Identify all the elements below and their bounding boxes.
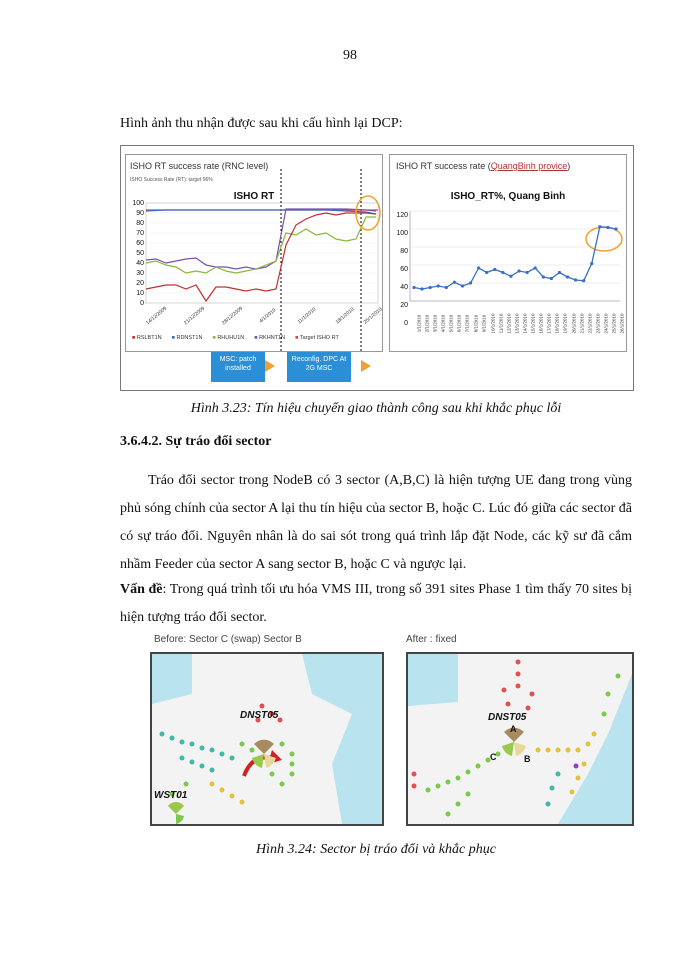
qb-x-tick-label: 13/1/2010 [514, 313, 520, 334]
qb-data-point [445, 286, 448, 289]
sector-c-label: C [490, 752, 497, 762]
qb-data-point [534, 266, 537, 269]
qb-data-point [526, 271, 529, 274]
qb-x-tick-label: 20/1/2010 [571, 313, 577, 334]
qb-x-tick-label: 23/1/2010 [595, 313, 601, 334]
qb-x-tick-label: 3/1/2010 [432, 314, 438, 333]
qb-data-point [501, 271, 504, 274]
qb-x-tick-label: 4/1/2010 [440, 314, 446, 333]
qb-data-point [558, 271, 561, 274]
after-map [406, 652, 634, 826]
qb-x-tick-label: 21/1/2010 [579, 313, 585, 334]
rnc-chart-title: ISHO RT [233, 191, 275, 202]
qb-x-tick-label: 11/1/2010 [498, 313, 504, 334]
problem-paragraph [120, 576, 632, 632]
qb-data-point [598, 225, 601, 228]
qb-data-point [429, 286, 432, 289]
before-label: Before: Sector C (swap) Sector B [154, 634, 302, 645]
site-label-after: DNST05 [488, 712, 527, 723]
rnc-panel-header: ISHO RT success rate (RNC level) [130, 161, 269, 171]
rnc-x-ticks: 14/12/2009 21/12/2009 28/12/2009 4/1/2010 11/1/2010 18/1/2010 25/1/2010 [144, 305, 384, 327]
qb-data-point [420, 287, 423, 290]
figure1-caption: Hình 3.23: Tín hiệu chuyển giao thành công sau khi khắc phục lỗi [190, 401, 562, 416]
rnc-panel-subheader: ISHO Success Rate (RT): target 96% [130, 177, 213, 183]
qb-data-point [509, 275, 512, 278]
qb-y-ticks: 120 100 80 60 40 20 0 [396, 212, 408, 327]
qb-x-tick-label: 22/1/2010 [587, 313, 593, 334]
figure2-caption: Hình 3.24: Sector bị tráo đổi và khắc phục [256, 842, 496, 857]
qb-x-tick-label: 24/1/2010 [603, 313, 609, 334]
qb-data-point [582, 279, 585, 282]
qb-x-tick-label: 19/1/2010 [562, 313, 568, 334]
qb-x-tick-label: 2/1/2010 [424, 314, 430, 333]
qb-data-point [517, 269, 520, 272]
qb-data-point [550, 277, 553, 280]
qb-x-tick-label: 17/1/2010 [546, 313, 552, 334]
qb-x-tick-label: 25/1/2010 [611, 313, 617, 334]
arrow-icon [265, 360, 275, 372]
qb-x-ticks [390, 303, 626, 343]
sector-b-label: B [524, 754, 531, 764]
qb-x-tick-label: 10/1/2010 [490, 313, 496, 334]
qb-data-point [469, 281, 472, 284]
rnc-y-ticks: 100 90 80 70 60 50 40 30 20 10 0 [132, 200, 144, 307]
qb-data-point [485, 271, 488, 274]
qb-data-point [437, 284, 440, 287]
qb-x-tick-label: 1/1/2010 [416, 314, 422, 333]
qb-x-tick-label: 26/1/2010 [619, 313, 625, 334]
qb-x-tick-label: 5/1/2010 [448, 314, 454, 333]
qb-data-point [574, 278, 577, 281]
site-label-wst: WST01 [154, 790, 188, 801]
page-number: 98 [343, 48, 357, 63]
annotation-msc-patch: MSC: patch installed [211, 352, 265, 382]
after-label: After : fixed [406, 634, 457, 645]
qb-data-point [566, 275, 569, 278]
highlight-ellipse [586, 227, 622, 251]
qb-x-tick-label: 14/1/2010 [522, 313, 528, 334]
qb-x-tick-label: 8/1/2010 [472, 314, 478, 333]
qb-x-tick-label: 15/1/2010 [530, 313, 536, 334]
qb-data-point [412, 286, 415, 289]
figure-sector-swap [150, 634, 630, 824]
before-map [150, 652, 384, 826]
qb-data-point [477, 266, 480, 269]
qb-x-tick-label: 9/1/2010 [480, 314, 486, 333]
sector-a-label: A [510, 724, 517, 734]
arrow-icon [361, 360, 371, 372]
qb-data-point [461, 284, 464, 287]
rnc-legend: ■ RSLBT1N ■ RDNST1N ■ RHUHU1N ■ RKHNT1N ■ Target ISHO RT [132, 335, 339, 341]
annotation-reconfig: Reconfig. DPC At 2G MSC [287, 352, 351, 382]
qb-panel-header: ISHO RT success rate (QuangBinh provice) [396, 161, 571, 171]
qb-chart-title: ISHO_RT%, Quang Binh [450, 191, 566, 202]
problem-text: : Trong quá trình tối ưu hóa VMS III, trong số 391 sites Phase 1 tìm thấy 70 sites bị hiện tượng tráo đổi sector. [120, 582, 632, 625]
intro-text: Hình ảnh thu nhận được sau khi cấu hình lại DCP: [120, 116, 403, 131]
paragraph-sector-swap: Tráo đổi sector trong NodeB có 3 sector (A,B,C) là hiện tượng UE đang trong vùng phủ sóng chính của sector A lại thu tín hiệu của sector B, hoặc C. Lúc đó giữa các sector đã có sự tráo đổi. Nguyên nhân là do sai sót trong quá trình lắp đặt Node, các kỹ sư đã cắm nhầm Feeder của sector A sang sector B, hoặc C và ngược lại. [120, 473, 632, 572]
qb-x-tick-label: 7/1/2010 [464, 314, 470, 333]
qb-data-point [493, 268, 496, 271]
qb-data-point [606, 226, 609, 229]
qb-x-tick-label: 12/1/2010 [506, 313, 512, 334]
site-label-before: DNST05 [240, 710, 279, 721]
rnc-chart-panel [125, 154, 383, 352]
qb-data-point [590, 262, 593, 265]
section-heading: 3.6.4.2. Sự tráo đổi sector [120, 434, 272, 449]
qb-x-tick-label: 18/1/2010 [554, 313, 560, 334]
qb-data-point [453, 281, 456, 284]
qb-data-point [542, 275, 545, 278]
quangbinh-chart-panel [389, 154, 627, 352]
figure-isho-charts [120, 145, 634, 391]
qb-x-tick-label: 6/1/2010 [456, 314, 462, 333]
qb-x-tick-label: 16/1/2010 [538, 313, 544, 334]
qb-data-point [614, 227, 617, 230]
problem-label: Vấn đề [120, 582, 163, 597]
